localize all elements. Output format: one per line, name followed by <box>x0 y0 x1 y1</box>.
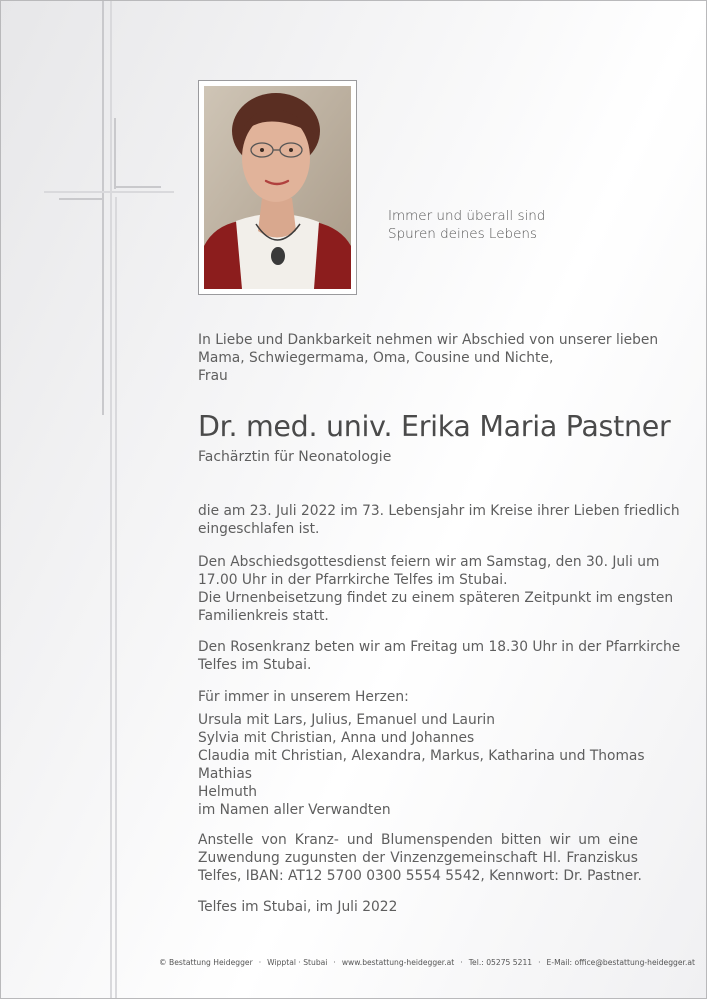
intro-line: Mama, Schwiegermama, Oma, Cousine und Nichte, <box>198 350 554 366</box>
donation-line: Anstelle von Kranz- und Blumenspenden bitten wir um eine <box>198 832 638 848</box>
deceased-name: Dr. med. univ. Erika Maria Pastner <box>198 410 671 443</box>
footer-company: © Bestattung Heidegger <box>159 958 253 967</box>
intro-line: In Liebe und Dankbarkeit nehmen wir Abschied von unserer lieben <box>198 332 659 348</box>
service-line: Den Abschiedsgottesdienst feiern wir am Samstag, den 30. Juli um <box>198 554 660 570</box>
donation-line: Zuwendung zugunsten der Vinzenzgemeinschaft Hl. Franziskus <box>198 850 638 866</box>
mourner-line: im Namen aller Verwandten <box>198 802 391 818</box>
service-line: Familienkreis statt. <box>198 608 329 624</box>
footer-website[interactable]: www.bestattung-heidegger.at <box>341 958 455 967</box>
service-line: 17.00 Uhr in der Pfarrkirche Telfes im Stubai. <box>198 572 508 588</box>
service-line: Die Urnenbeisetzung findet zu einem späteren Zeitpunkt im engsten <box>198 590 674 606</box>
mourners-heading: Für immer in unserem Herzen: <box>198 689 409 705</box>
footer-email[interactable]: E-Mail: office@bestattung-heidegger.at <box>546 958 695 967</box>
mourner-line: Ursula mit Lars, Julius, Emanuel und Laurin <box>198 712 495 728</box>
footer-phone: Tel.: 05275 5211 <box>468 958 533 967</box>
death-line: eingeschlafen ist. <box>198 521 320 537</box>
deceased-profession: Fachärztin für Neonatologie <box>198 449 392 465</box>
rosary-line: Telfes im Stubai. <box>198 657 312 673</box>
portrait-frame <box>198 80 357 295</box>
motto <box>388 207 545 243</box>
motto-line: Immer und überall sind <box>388 208 546 224</box>
mourner-line: Helmuth <box>198 784 258 800</box>
place-date-line: Telfes im Stubai, im Juli 2022 <box>198 899 398 915</box>
donation-request <box>198 831 642 885</box>
intro-line: Frau <box>198 368 228 384</box>
death-line: die am 23. Juli 2022 im 73. Lebensjahr im Kreise ihrer Lieben friedlich <box>198 503 680 519</box>
death-notice <box>198 502 680 538</box>
mourner-line: Mathias <box>198 766 252 782</box>
motto-line: Spuren deines Lebens <box>388 226 537 242</box>
place-date <box>198 898 638 916</box>
portrait-photo <box>204 86 351 289</box>
funeral-service <box>198 553 674 625</box>
intro-text <box>198 331 659 385</box>
footer-region: Wipptal · Stubai <box>267 958 328 967</box>
footer: © Bestattung Heidegger · Wipptal · Stubai · www.bestattung-heidegger.at · Tel.: 05275 5211 · E-Mail: office@bestattung-heidegger.at <box>159 958 695 967</box>
donation-line: Telfes, IBAN: AT12 5700 0300 5554 5542, Kennwort: Dr. Pastner. <box>198 868 642 884</box>
mourner-line: Claudia mit Christian, Alexandra, Markus, Katharina und Thomas <box>198 748 645 764</box>
mourners <box>198 688 645 819</box>
rosary-notice <box>198 638 681 674</box>
rosary-line: Den Rosenkranz beten wir am Freitag um 18.30 Uhr in der Pfarrkirche <box>198 639 681 655</box>
mourner-line: Sylvia mit Christian, Anna und Johannes <box>198 730 475 746</box>
